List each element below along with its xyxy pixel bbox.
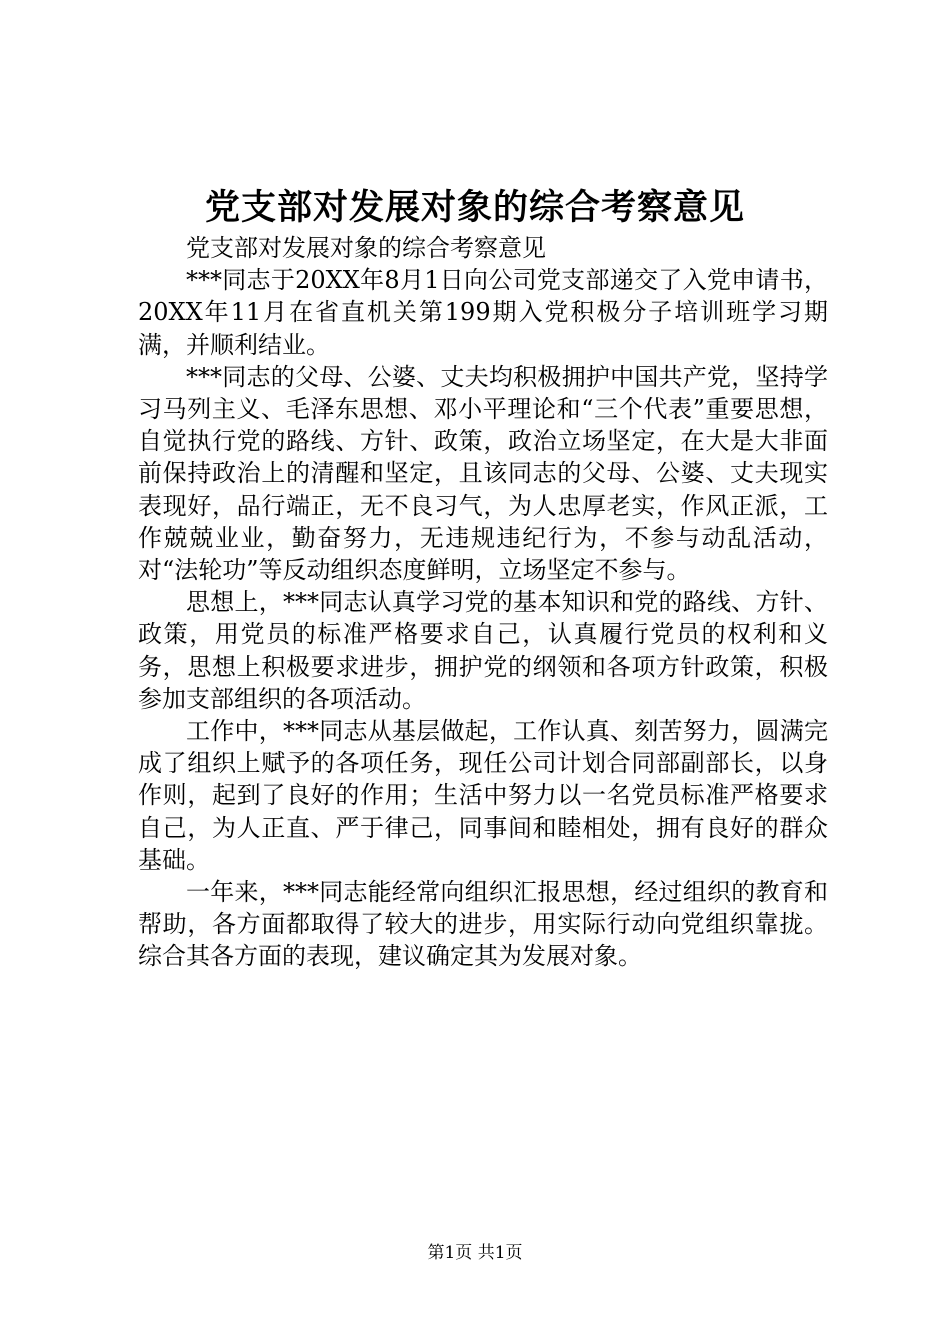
page-footer: 第1页 共1页 xyxy=(427,1243,523,1263)
paragraph-application: ***同志于20XX年8月1日向公司党支部递交了入党申请书，20XX年11月在省直机关第199期入党积极分子培训班学习期满，并顺利结业。 xyxy=(138,266,828,359)
document-title: 党支部对发展对象的综合考察意见 xyxy=(204,187,745,228)
paragraph-conclusion: 一年来，***同志能经常向组织汇报思想，经过组织的教育和帮助，各方面都取得了较大的进步，用实际行动向党组织靠拢。综合其各方面的表现，建议确定其为发展对象。 xyxy=(138,878,828,971)
document-body xyxy=(138,232,828,973)
paragraph-thought: 思想上，***同志认真学习党的基本知识和党的路线、方针、政策，用党员的标准严格要求自己，认真履行党员的权利和义务，思想上积极要求进步，拥护党的纲领和各项方针政策，积极参加支部组织的各项活动。 xyxy=(138,588,828,713)
paragraph-subtitle: 党支部对发展对象的综合考察意见 xyxy=(186,234,546,262)
paragraph-family: ***同志的父母、公婆、丈夫均积极拥护中国共产党，坚持学习马列主义、毛泽东思想、邓小平理论和“三个代表”重要思想，自觉执行党的路线、方针、政策，政治立场坚定，在大是大非面前保持政治上的清醒和坚定，且该同志的父母、公婆、丈夫现实表现好，品行端正，无不良习气，为人忠厚老实，作风正派，工作兢兢业业，勤奋努力，无违规违纪行为，不参与动乱活动，对“法轮功”等反动组织态度鲜明，立场坚定不参与。 xyxy=(138,362,828,585)
paragraph-work: 工作中，***同志从基层做起，工作认真、刻苦努力，圆满完成了组织上赋予的各项任务，现任公司计划合同部副部长，以身作则，起到了良好的作用；生活中努力以一名党员标准严格要求自己，为人正直、严于律己，同事间和睦相处，拥有良好的群众基础。 xyxy=(138,717,828,874)
